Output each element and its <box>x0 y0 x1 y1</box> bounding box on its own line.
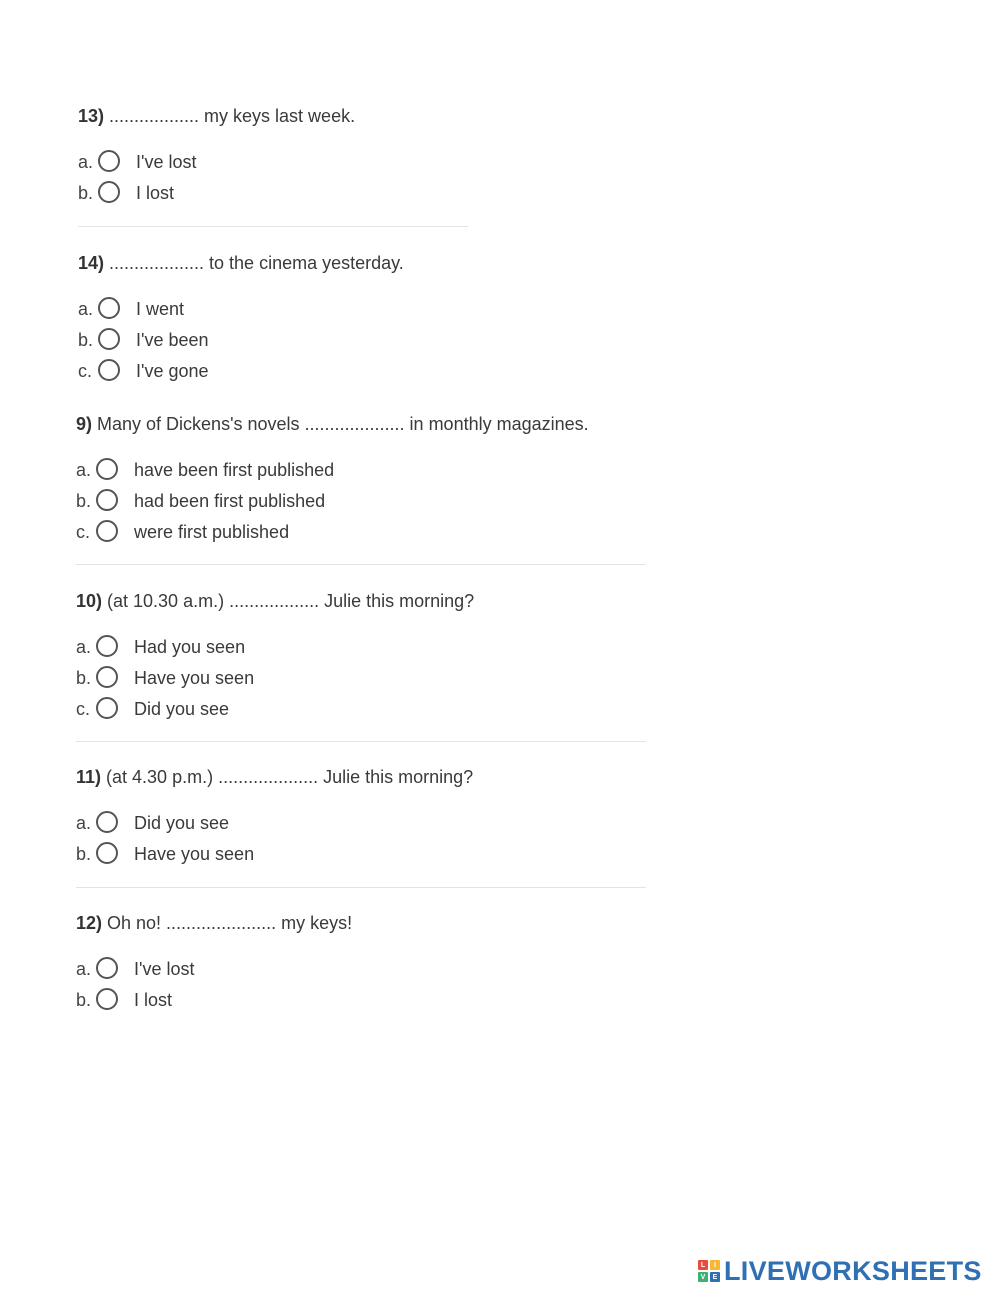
option-label: have been first published <box>134 460 335 480</box>
option-c[interactable] <box>76 518 476 548</box>
option-label: Have you seen <box>134 668 255 688</box>
option-letter: c. <box>76 522 91 542</box>
option-letter: b. <box>76 990 92 1010</box>
option-letter: c. <box>78 361 93 381</box>
option-a[interactable] <box>76 456 476 486</box>
divider <box>76 887 646 888</box>
option-letter: b. <box>76 844 92 864</box>
option-letter: b. <box>78 330 94 350</box>
option-letter: a. <box>76 813 92 833</box>
question-text <box>78 253 404 274</box>
option-b[interactable] <box>76 664 476 694</box>
logo-text: LIVEWORKSHEETS <box>724 1255 982 1286</box>
radio-button[interactable] <box>96 697 118 719</box>
option-letter: a. <box>76 959 92 979</box>
radio-button[interactable] <box>96 520 118 542</box>
logo-cube: V <box>698 1272 708 1282</box>
logo-cube: I <box>710 1260 720 1270</box>
question-prompt: Oh no! ...................... my keys! <box>102 913 353 933</box>
option-label: I lost <box>134 990 173 1010</box>
option-a[interactable] <box>76 809 476 839</box>
divider <box>78 226 468 227</box>
option-b[interactable] <box>78 326 478 356</box>
question-text <box>76 913 352 934</box>
option-a[interactable] <box>78 148 478 178</box>
option-a[interactable] <box>76 633 476 663</box>
option-a[interactable] <box>76 955 476 985</box>
radio-button[interactable] <box>98 181 120 203</box>
option-label: I lost <box>136 183 175 203</box>
question-number: 12) <box>76 913 103 933</box>
option-letter: c. <box>76 699 91 719</box>
radio-button[interactable] <box>96 957 118 979</box>
question-number: 13) <box>78 106 105 126</box>
option-label: had been first published <box>134 491 326 511</box>
question-prompt: (at 4.30 p.m.) .................... Julie this morning? <box>101 767 474 787</box>
radio-button[interactable] <box>96 489 118 511</box>
option-letter: a. <box>76 460 92 480</box>
question-number: 10) <box>76 591 103 611</box>
option-b[interactable] <box>78 179 478 209</box>
option-b[interactable] <box>76 986 476 1016</box>
option-b[interactable] <box>76 487 476 517</box>
option-label: I've lost <box>134 959 195 979</box>
option-b[interactable] <box>76 840 476 870</box>
option-label: Did you see <box>134 699 230 719</box>
radio-button[interactable] <box>98 150 120 172</box>
option-label: Have you seen <box>134 844 255 864</box>
question-text <box>78 106 355 127</box>
radio-button[interactable] <box>96 635 118 657</box>
question-number: 14) <box>78 253 105 273</box>
question-text <box>76 591 474 612</box>
option-letter: b. <box>76 491 92 511</box>
divider <box>76 564 646 565</box>
option-label: were first published <box>134 522 290 542</box>
radio-button[interactable] <box>96 811 118 833</box>
question-prompt: (at 10.30 a.m.) .................. Julie this morning? <box>102 591 475 611</box>
question-prompt: .................. my keys last week. <box>104 106 356 126</box>
radio-button[interactable] <box>98 328 120 350</box>
liveworksheets-logo <box>698 1255 982 1287</box>
question-text <box>76 767 473 788</box>
option-c[interactable] <box>78 357 478 387</box>
option-letter: a. <box>76 637 92 657</box>
radio-button[interactable] <box>96 666 118 688</box>
option-letter: a. <box>78 152 94 172</box>
radio-button[interactable] <box>98 359 120 381</box>
option-a[interactable] <box>78 295 478 325</box>
option-letter: a. <box>78 299 94 319</box>
option-c[interactable] <box>76 695 476 725</box>
radio-button[interactable] <box>96 458 118 480</box>
option-label: Did you see <box>134 813 230 833</box>
radio-button[interactable] <box>96 842 118 864</box>
option-label: I've gone <box>136 361 209 381</box>
divider <box>76 741 646 742</box>
option-label: I've lost <box>136 152 197 172</box>
radio-button[interactable] <box>96 988 118 1010</box>
logo-cubes-icon <box>698 1260 720 1282</box>
option-label: I went <box>136 299 185 319</box>
logo-cube: E <box>710 1272 720 1282</box>
question-number: 9) <box>76 414 93 434</box>
question-prompt: Many of Dickens's novels .................... in monthly magazines. <box>92 414 589 434</box>
option-letter: b. <box>76 668 92 688</box>
question-number: 11) <box>76 767 102 787</box>
question-prompt: ................... to the cinema yesterday. <box>104 253 404 273</box>
question-text <box>76 414 589 435</box>
logo-cube: L <box>698 1260 708 1270</box>
option-label: I've been <box>136 330 209 350</box>
radio-button[interactable] <box>98 297 120 319</box>
option-letter: b. <box>78 183 94 203</box>
option-label: Had you seen <box>134 637 246 657</box>
